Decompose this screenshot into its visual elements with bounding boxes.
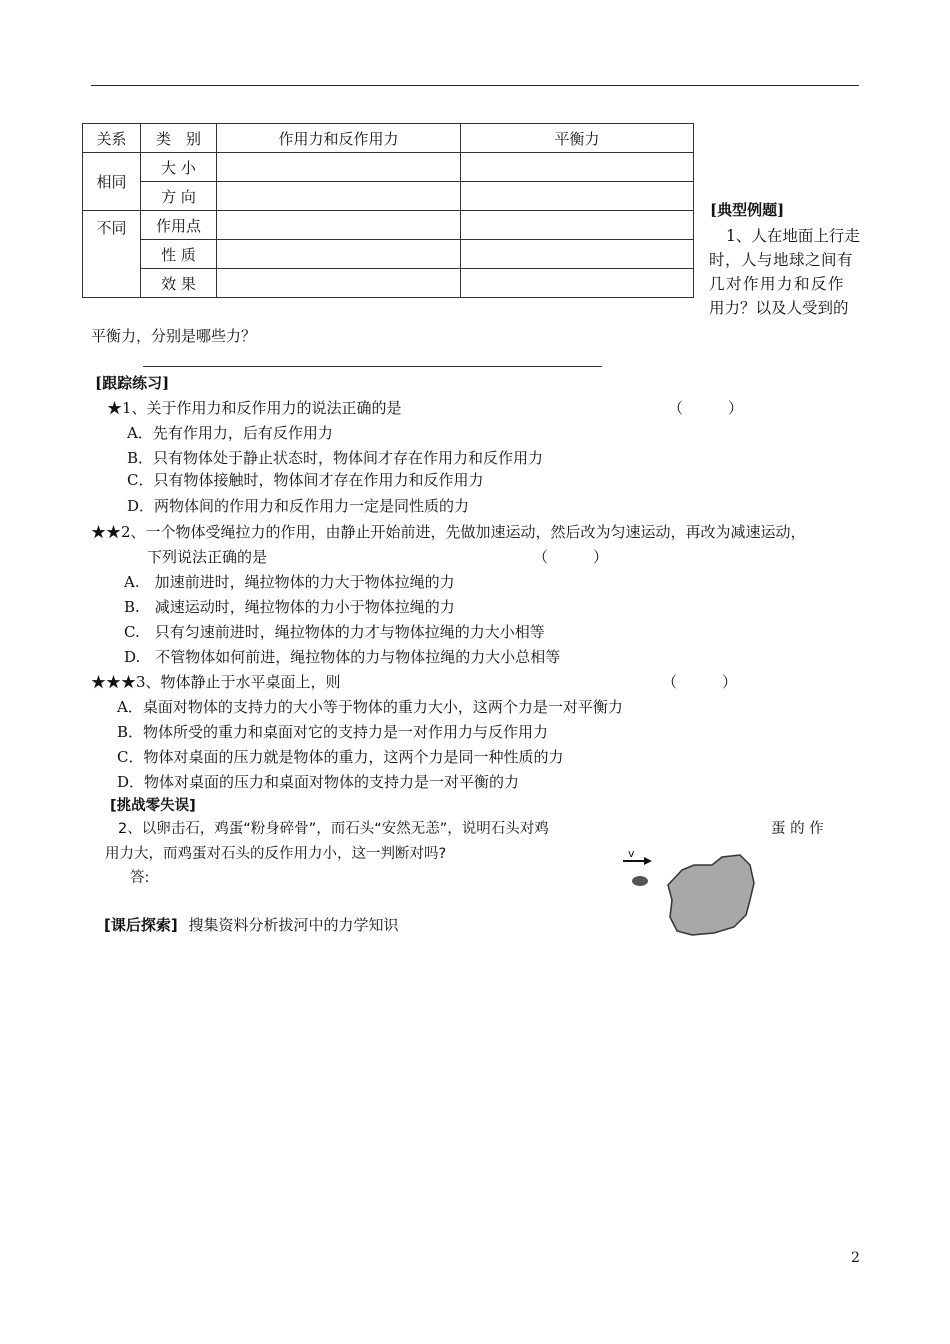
q1-paren: （ ） [668, 399, 744, 417]
arrow-head-icon [644, 857, 652, 865]
table-cell [217, 211, 461, 240]
after-class-text: 搜集资料分析拔河中的力学知识 [188, 916, 399, 934]
q3-option: A．桌面对物体的支持力的大小等于物体的重力大小，这两个力是一对平衡力 [117, 698, 623, 716]
practice-heading: [跟踪练习] [95, 374, 170, 392]
q3-option: D．物体对桌面的压力和桌面对物体的支持力是一对平衡的力 [117, 773, 520, 791]
q1-option: A．先有作用力，后有反作用力 [127, 424, 333, 442]
challenge-line-end: 蛋 的 作 [771, 821, 824, 837]
table-cell [461, 182, 694, 211]
header-action-reaction: 作用力和反作用力 [217, 124, 461, 153]
table-header-row [83, 124, 694, 153]
q3-paren: （ ） [662, 673, 738, 691]
table-cell [217, 240, 461, 269]
table-cell [461, 240, 694, 269]
table-cell [217, 182, 461, 211]
challenge-line: 用力大，而鸡蛋对石头的反作用力小，这一判断对吗? [105, 846, 447, 862]
example-continuation: 平衡力，分别是哪些力？ [91, 327, 257, 345]
challenge-heading: [挑战零失误] [110, 798, 196, 814]
table-cell [461, 269, 694, 298]
q2-paren: （ ） [533, 548, 609, 566]
table-row [83, 211, 694, 240]
q2-option: B. 减速运动时，绳拉物体的力小于物体拉绳的力 [124, 598, 455, 616]
answer-line [143, 366, 602, 367]
q2-stem-2: 下列说法正确的是 [147, 548, 268, 566]
header-balance: 平衡力 [461, 124, 694, 153]
table-cell [461, 211, 694, 240]
rock-icon [668, 855, 754, 935]
after-class-heading: [课后探索] [104, 916, 178, 934]
egg-icon [632, 876, 648, 886]
row-label: 作用点 [141, 211, 217, 240]
answer-label: 答: [130, 870, 150, 886]
q3-option: B．物体所受的重力和桌面对它的支持力是一对作用力与反作用力 [117, 723, 549, 741]
row-label: 大 小 [141, 153, 217, 182]
example-line: 几对作用力和反作 [709, 275, 846, 293]
example-line: 时，人与地球之间有 [709, 251, 854, 269]
challenge-line: 2、以卵击石，鸡蛋“粉身碎骨”，而石头“安然无恙”，说明石头对鸡 [118, 821, 549, 837]
row-label: 效 果 [141, 269, 217, 298]
q1-stem: ★1、关于作用力和反作用力的说法正确的是 [107, 399, 402, 417]
comparison-table [82, 123, 694, 298]
example-line: 用力？以及人受到的 [709, 299, 849, 317]
q3-stem: ★★★3、物体静止于水平桌面上，则 [91, 673, 341, 691]
header-relation: 关系 [83, 124, 141, 153]
example-heading: [典型例题] [710, 201, 785, 219]
q2-option: A. 加速前进时，绳拉物体的力大于物体拉绳的力 [124, 573, 455, 591]
q1-option: C．只有物体接触时，物体间才存在作用力和反作用力 [127, 471, 484, 489]
page-number: 2 [851, 1250, 860, 1266]
q1-option: D．两物体间的作用力和反作用力一定是同性质的力 [127, 497, 470, 515]
group-diff: 不同 [83, 211, 141, 298]
row-label: 性 质 [141, 240, 217, 269]
table-row [83, 153, 694, 182]
group-same: 相同 [83, 153, 141, 211]
velocity-label: v [628, 847, 635, 860]
egg-rock-figure [622, 845, 762, 940]
example-line: 1、人在地面上行走 [726, 227, 860, 245]
table-row [83, 269, 694, 298]
header-category: 类 别 [141, 124, 217, 153]
table-row [83, 182, 694, 211]
table-row [83, 240, 694, 269]
q1-option: B．只有物体处于静止状态时，物体间才存在作用力和反作用力 [127, 449, 544, 467]
q2-option: D. 不管物体如何前进，绳拉物体的力与物体拉绳的力大小总相等 [124, 648, 561, 666]
q2-stem: ★★2、一个物体受绳拉力的作用，由静止开始前进，先做加速运动，然后改为匀速运动，再改为减速运动， [91, 523, 806, 541]
row-label: 方 向 [141, 182, 217, 211]
table-cell [217, 269, 461, 298]
after-class [104, 915, 399, 935]
q3-option: C．物体对桌面的压力就是物体的重力，这两个力是同一种性质的力 [117, 748, 564, 766]
table-cell [217, 153, 461, 182]
q2-option: C. 只有匀速前进时，绳拉物体的力才与物体拉绳的力大小相等 [124, 623, 545, 641]
table-cell [461, 153, 694, 182]
header-rule [91, 85, 859, 86]
